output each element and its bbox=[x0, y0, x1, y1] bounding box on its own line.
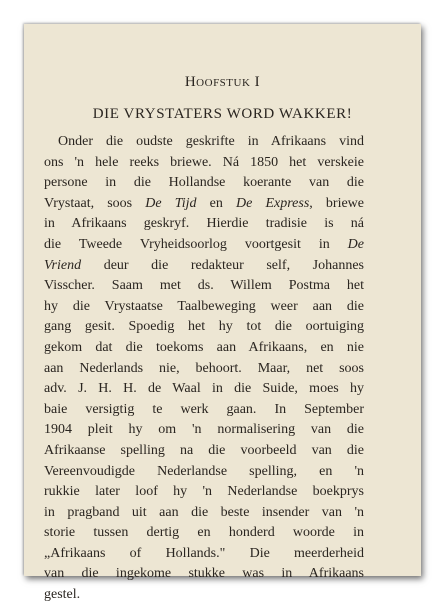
text-line: aan Nederlands nie, behoort. Maar, net soos bbox=[44, 360, 364, 376]
text-segment: die Tweede Vryheidsoorlog voortgesit in bbox=[44, 236, 348, 252]
italic-text: De bbox=[347, 236, 364, 252]
text-segment: deur die redakteur self, Johannes bbox=[81, 257, 364, 273]
text-line: Onder die oudste geskrifte in Afrikaans vind bbox=[58, 134, 364, 149]
text-line: Afrikaanse spelling na die voorbeeld van die bbox=[44, 442, 364, 458]
text-line: in pragband uit aan die beste insender van 'n bbox=[44, 504, 364, 520]
text-segment: en bbox=[196, 195, 237, 211]
text-line: gestel. bbox=[44, 587, 81, 603]
text-line: Visscher. Saam met ds. Willem Postma het bbox=[44, 278, 364, 294]
text-line: Vereenvoudigde Nederlandse spelling, en 'n bbox=[44, 463, 364, 479]
chapter-title: DIE VRYSTATERS WORD WAKKER! bbox=[92, 106, 353, 122]
text-line: persone in die Hollandse koerante van die bbox=[44, 175, 364, 191]
text-line bbox=[44, 256, 364, 277]
italic-text: De Tijd bbox=[145, 195, 197, 211]
chapter-heading bbox=[24, 74, 421, 91]
body-text bbox=[44, 132, 364, 606]
chapter-word: Hoofstuk bbox=[184, 74, 251, 90]
text-line: storie tussen dertig en honderd woorde in bbox=[44, 525, 364, 541]
chapter-numeral: I bbox=[254, 74, 261, 90]
text-line: „Afrikaans of Hollands." Die meerderheid bbox=[44, 545, 364, 561]
italic-text: Vriend bbox=[44, 257, 82, 273]
text-line: gekom dat die toekoms aan Afrikaans, en nie bbox=[44, 339, 364, 355]
text-line: adv. J. H. H. de Waal in die Suide, moes hy bbox=[44, 381, 364, 397]
book-page bbox=[24, 24, 421, 603]
text-line: baie versigtig te werk gaan. In September bbox=[44, 401, 364, 417]
text-line: 1904 pleit hy om 'n normalisering van die bbox=[44, 422, 364, 438]
text-line: hy die Vrystaatse Taalbeweging weer aan die bbox=[44, 298, 364, 314]
text-line: ons 'n hele reeks briewe. Ná 1850 het verskeie bbox=[44, 154, 364, 170]
italic-text: De Express bbox=[236, 195, 310, 211]
text-segment: Vrystaat, soos bbox=[44, 195, 146, 211]
text-line: in Afrikaans geskryf. Hierdie tradisie is ná bbox=[44, 216, 364, 232]
text-line bbox=[44, 194, 364, 215]
text-line: gang gesit. Spoedig het hy tot die oortuiging bbox=[44, 319, 364, 335]
text-line: rukkie later loof hy 'n Nederlandse boekprys bbox=[44, 484, 364, 500]
text-line: van die ingekome stukke was in Afrikaans bbox=[44, 566, 364, 582]
text-segment: , briewe bbox=[309, 195, 364, 211]
text-line bbox=[44, 235, 364, 256]
